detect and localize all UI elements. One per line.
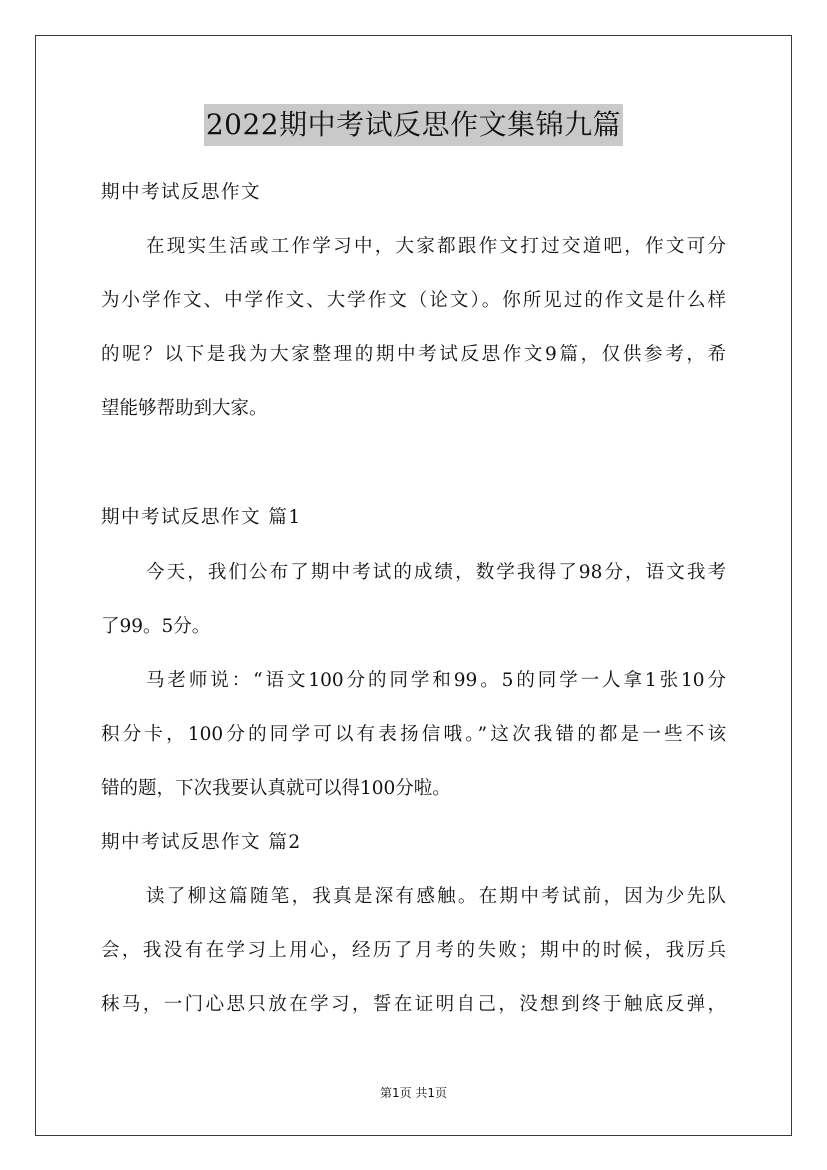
title-container: [0, 104, 827, 146]
essay-1-paragraph-1-line: 了99。5分。: [101, 616, 211, 637]
essay-1-paragraph-2-line: 马老师说：“语文100分的同学和99。5的同学一人拿1张10分: [146, 670, 726, 691]
document-title: 2022期中考试反思作文集锦九篇: [204, 104, 623, 146]
essay-2-paragraph-1-line: 会，我没有在学习上用心，经历了月考的失败；期中的时候，我厉兵: [101, 940, 726, 961]
page-footer: 第1页 共1页: [379, 1086, 448, 1100]
intro-line: 为小学作文、中学作文、大学作文（论文）。你所见过的作文是什么样: [101, 290, 726, 311]
intro-heading: 期中考试反思作文: [101, 182, 262, 203]
essay-1-paragraph-2-line: 错的题，下次我要认真就可以得100分啦。: [101, 778, 451, 799]
essay-1-heading: 期中考试反思作文 篇1: [101, 507, 302, 528]
intro-line: 的呢？以下是我为大家整理的期中考试反思作文9篇，仅供参考，希: [101, 344, 726, 365]
essay-1-paragraph-1-line: 今天，我们公布了期中考试的成绩，数学我得了98分，语文我考: [146, 562, 726, 583]
essay-1-paragraph-2-line: 积分卡，100分的同学可以有表扬信哦。”这次我错的都是一些不该: [101, 724, 726, 745]
essay-2-paragraph-1-line: 读了柳这篇随笔，我真是深有感触。在期中考试前，因为少先队: [146, 886, 726, 907]
intro-line: 望能够帮助到大家。: [101, 398, 268, 419]
essay-2-heading: 期中考试反思作文 篇2: [101, 832, 302, 853]
intro-line: 在现实生活或工作学习中，大家都跟作文打过交道吧，作文可分: [146, 236, 726, 257]
essay-2-paragraph-1-line: 秣马，一门心思只放在学习，誓在证明自己，没想到终于触底反弹，: [101, 994, 726, 1015]
